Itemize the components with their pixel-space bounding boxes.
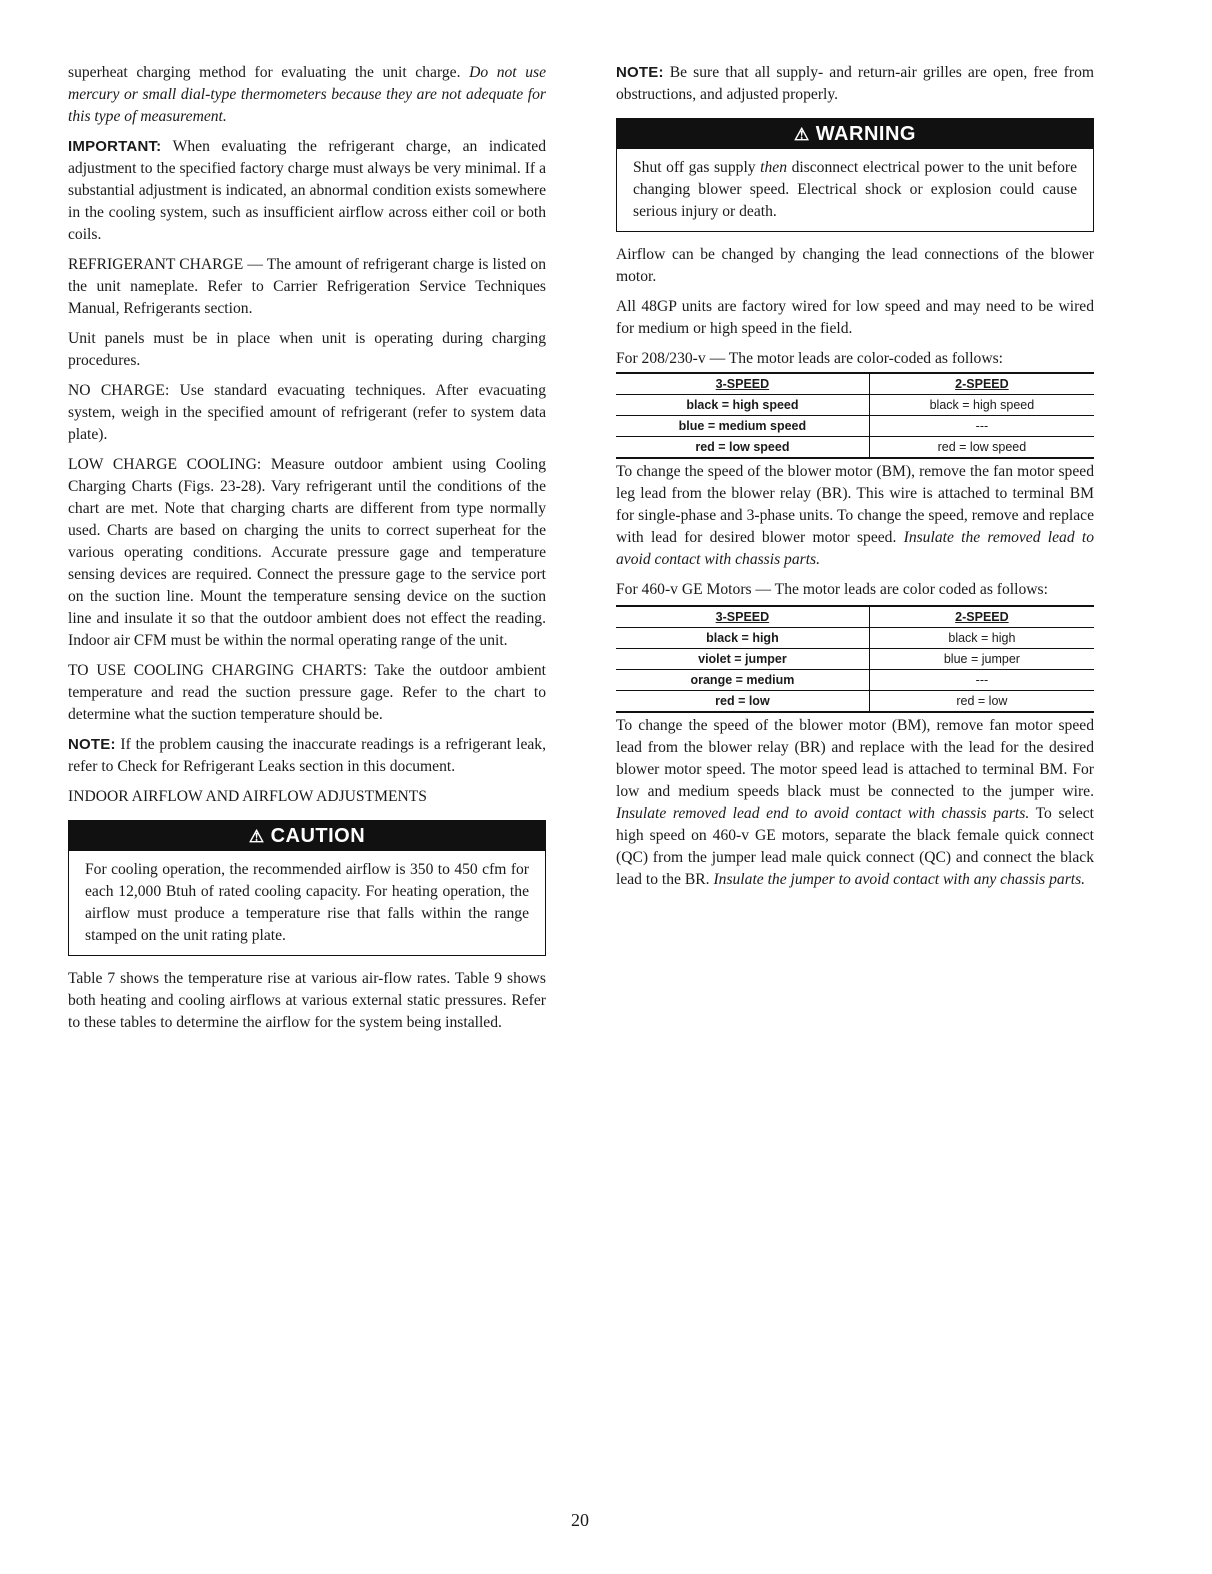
warning-title: WARNING [815,123,916,145]
important-paragraph: IMPORTANT: When evaluating the refrigerant charge, an indicated adjustment to the specified factory charge must always be very minimal. If a substantial adjustment is indicated, an abnormal condition exists somewhere in the cooling system, such as insufficient airflow across either coil or both coils. [68,138,546,243]
col-2-speed: 2-SPEED [869,606,1094,628]
caution-box [68,820,546,956]
table-row: orange = medium --- [616,670,1094,691]
warning-body: Shut off gas supply then disconnect electrical power to the unit before changing blower speed. Electrical shock or explosion could cause serious injury or death. [633,159,1077,220]
change-speed-460-paragraph: To change the speed of the blower motor (BM), remove fan motor speed lead from the blower relay (BR) and replace with the lead for the desired blower motor speed. The motor speed lead is attached to terminal BM. For low and medium speeds black must be connected to the jumper wire. Insulate removed lead end to avoid contact with chassis parts. To select high speed on 460-v GE motors, separate the black female quick connect (QC) from the jumper lead male quick connect (QC) and connect the black lead to the BR. Insulate the jumper to avoid contact with any chassis parts. [616,717,1095,888]
table-row: red = low red = low [616,691,1094,713]
note-refrigerant-leak-paragraph: NOTE: If the problem causing the inaccurate readings is a refrigerant leak, refer to Check for Refrigerant Leaks section in this document. [68,736,546,775]
warning-box [616,118,1094,232]
to-use-charts-paragraph: TO USE COOLING CHARGING CHARTS: Take the outdoor ambient temperature and read the suction pressure gage. Refer to the chart to determine what the suction temperature should be. [68,662,546,723]
important-label: IMPORTANT: [68,138,162,155]
table-460v-motor-leads [616,605,1094,713]
indoor-airflow-heading: INDOOR AIRFLOW AND AIRFLOW ADJUSTMENTS [68,788,427,805]
page-number: 20 [571,1510,589,1530]
table-row: blue = medium speed --- [616,416,1094,437]
col-3-speed: 3-SPEED [616,606,869,628]
for-460-paragraph: For 460-v GE Motors — The motor leads are color coded as follows: [616,581,1048,598]
superheat-warning-italic: Do not use mercury or small dial-type thermometers because they are not adequate for this type of measurement. [68,64,546,125]
airflow-change-paragraph: Airflow can be changed by changing the lead connections of the blower motor. [616,246,1094,285]
factory-wired-paragraph: All 48GP units are factory wired for low speed and may need to be wired for medium or high speed in the field. [616,298,1094,337]
low-charge-cooling-paragraph: LOW CHARGE COOLING: Measure outdoor ambient using Cooling Charging Charts (Figs. 23-28). Vary refrigerant until the conditions of the chart are met. Note that charging charts are different from type normally used. Charts are based on charging the units to correct superheat for the various operating conditions. Accurate pressure gage and temperature sensing devices are required. Connect the pressure gage to the service port on the suction line. Mount the temperature sensing device on the suction line and insulate it so that the outdoor ambient does not effect the reading. Indoor air CFM must be within the normal operating range of the unit. [68,456,546,649]
caution-triangle-icon: ⚠ [248,827,265,846]
refrigerant-charge-paragraph: REFRIGERANT CHARGE — The amount of refrigerant charge is listed on the unit nameplate. Refer to Carrier Refrigeration Service Techniques Manual, Refrigerants section. [68,256,546,317]
table-header-row [616,606,1094,628]
no-charge-paragraph: NO CHARGE: Use standard evacuating techniques. After evacuating system, weigh in the specified amount of refrigerant (refer to system data plate). [68,382,546,443]
col-2-speed: 2-SPEED [869,373,1094,395]
table7-paragraph: Table 7 shows the temperature rise at various air-flow rates. Table 9 shows both heating and cooling airflows at various external static pressures. Refer to these tables to determine the airflow for the system being installed. [68,970,546,1031]
for-208-paragraph: For 208/230-v — The motor leads are color-coded as follows: [616,350,1003,367]
col-3-speed: 3-SPEED [616,373,869,395]
table-header-row [616,373,1094,395]
table-row: violet = jumper blue = jumper [616,649,1094,670]
caution-title: CAUTION [270,825,366,847]
table-row: black = high speed black = high speed [616,395,1094,416]
table-row: black = high black = high [616,628,1094,649]
unit-panels-paragraph: Unit panels must be in place when unit is operating during charging procedures. [68,330,546,369]
note-grilles-paragraph: NOTE: Be sure that all supply- and return-air grilles are open, free from obstructions, and adjusted properly. [616,64,1094,103]
caution-body: For cooling operation, the recommended airflow is 350 to 450 cfm for each 12,000 Btuh of rated cooling capacity. For heating operation, the airflow must produce a temperature rise that falls within the range stamped on the unit rating plate. [85,861,529,944]
note-label: NOTE: [616,64,664,81]
superheat-paragraph: superheat charging method for evaluating the unit charge. Do not use mercury or small dial-type thermometers because they are not adequate for this type of measurement. [68,64,546,125]
table-208v-motor-leads [616,372,1094,459]
left-column [68,62,546,1042]
caution-title-bar [69,821,545,851]
change-speed-208-paragraph: To change the speed of the blower motor (BM), remove the fan motor speed leg lead from the blower relay (BR). This wire is attached to terminal BM for single-phase and 3-phase units. To change the speed, remove and replace with lead for desired blower motor speed. Insulate the removed lead to avoid contact with chassis parts. [616,463,1095,568]
warning-title-bar [617,119,1093,149]
note-label: NOTE: [68,736,116,753]
right-column [616,62,1094,899]
table-row: red = low speed red = low speed [616,437,1094,459]
warning-triangle-icon: ⚠ [794,125,810,144]
